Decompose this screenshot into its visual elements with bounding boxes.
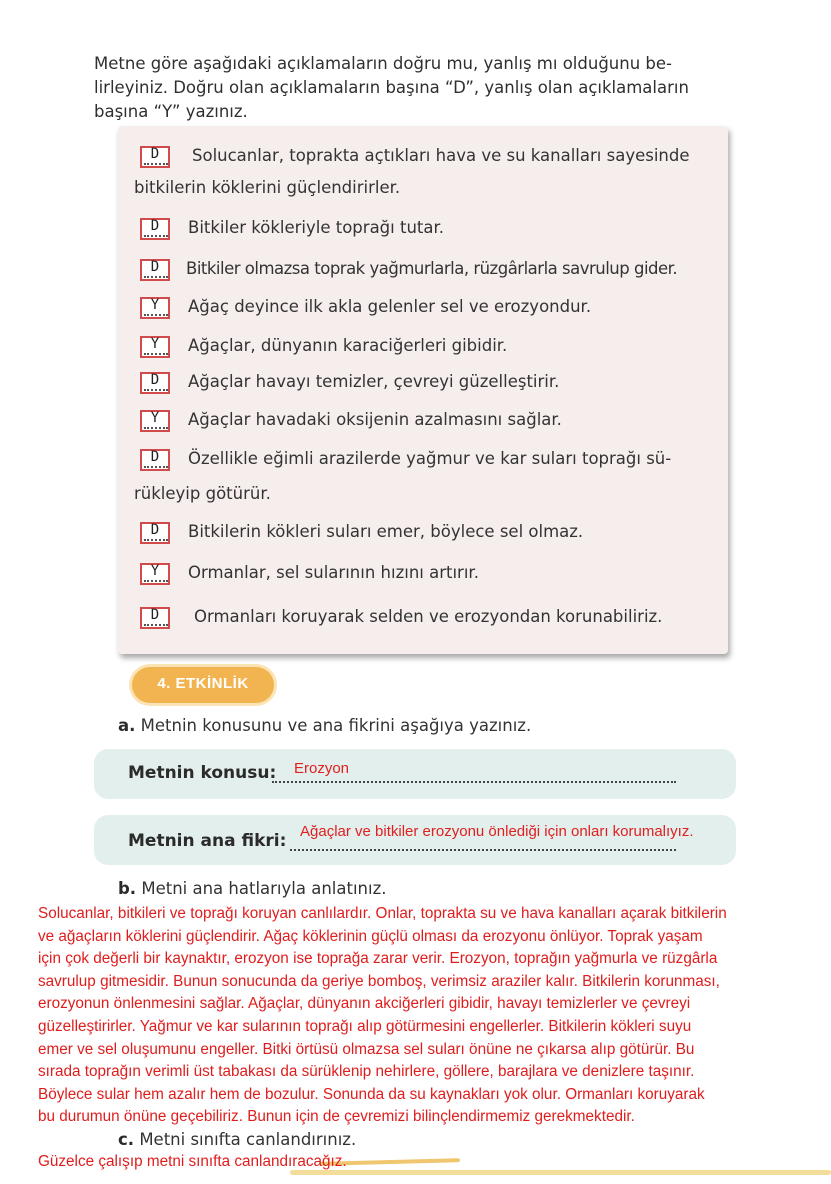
question-b xyxy=(118,879,386,898)
summary-line: güzelleştirirler. Yağmur ve kar sularının toprağı alıp götürmesini engellerler. Bitkilerin kökleri suyu xyxy=(38,1017,692,1035)
activity-badge xyxy=(132,667,274,703)
topic-label: Metnin konusu: xyxy=(128,763,277,783)
main-idea-answer[interactable]: Ağaçlar ve bitkiler erozyonu önlediği için onları korumalıyız. xyxy=(300,823,694,840)
answer-box[interactable] xyxy=(140,563,170,585)
statement-continuation: rükleyip götürür. xyxy=(134,484,271,503)
roleplay-answer[interactable]: Güzelce çalışıp metni sınıfta canlandıracağız. xyxy=(38,1153,347,1170)
main-idea-line xyxy=(290,849,676,851)
statement-text: Bitkiler olmazsa toprak yağmurlarla, rüzgârlarla savrulup gider. xyxy=(186,259,678,278)
summary-line: bu durumun önüne geçebiliriz. Bunun için de çevremizi bilinçlendirmemiz gerekmektedir. xyxy=(38,1108,635,1126)
decorative-strip xyxy=(290,1170,831,1175)
answer-mark: D xyxy=(150,449,160,465)
summary-line: sırada toprağın verimli üst tabakası da sürüklenip nehirlere, göllere, barajlara ve denizlere taşınır. xyxy=(38,1063,695,1081)
answer-mark: D xyxy=(150,372,160,388)
answer-box[interactable] xyxy=(140,522,170,544)
answer-box[interactable] xyxy=(140,449,170,471)
question-text: Metni ana hatlarıyla anlatınız. xyxy=(141,879,387,898)
answer-box[interactable] xyxy=(140,259,170,281)
answer-mark: Y xyxy=(150,410,160,426)
summary-line: için çok değerli bir kaynaktır, erozyon ise toprağa zarar verir. Erozyon, toprağın yağmurla ve rüzgârla xyxy=(38,950,718,968)
answer-box[interactable] xyxy=(140,410,170,432)
statement-continuation: bitkilerin köklerini güçlendirirler. xyxy=(134,178,401,197)
question-a xyxy=(118,716,531,735)
summary-line: emer ve sel oluşumunu engeller. Bitki örtüsü olmazsa sel suları önüne ne çıkarsa alıp götürür. Bu xyxy=(38,1040,695,1058)
summary-line: erozyonun önlenmesini sağlar. Ağaçlar, dünyanın akciğerleri gibidir, havayı temizlerler ve çevreyi xyxy=(38,995,691,1013)
summary-line: Solucanlar, bitkileri ve toprağı koruyan canlılardır. Onlar, toprakta su ve hava kanalları açarak bitkilerin xyxy=(38,905,727,922)
question-letter: b. xyxy=(118,879,137,898)
answer-box[interactable] xyxy=(140,607,170,629)
answer-mark: D xyxy=(150,218,160,234)
statement-text: Özellikle eğimli arazilerde yağmur ve kar suları toprağı sü- xyxy=(188,449,672,468)
instruction-line: Metne göre aşağıdaki açıklamaların doğru mu, yanlış mı olduğunu be- xyxy=(94,54,672,73)
answer-mark: Y xyxy=(150,297,160,313)
instructions xyxy=(94,52,738,124)
instruction-line: lirleyiniz. Doğru olan açıklamaların başına “D”, yanlış olan açıklamaların xyxy=(94,78,689,97)
summary-line: ve ağaçların köklerini güçlendirir. Ağaç köklerinin güçlü olması da erozyonu önlüyor. Toprak yaşam xyxy=(38,927,703,945)
answer-box[interactable] xyxy=(140,336,170,358)
topic-answer[interactable]: Erozyon xyxy=(294,760,350,777)
answer-box[interactable] xyxy=(140,218,170,240)
question-letter: c. xyxy=(118,1130,135,1149)
statement-text: Ağaç deyince ilk akla gelenler sel ve erozyondur. xyxy=(188,297,592,316)
statement-text: Solucanlar, toprakta açtıkları hava ve su kanalları sayesinde xyxy=(192,146,690,165)
summary-line: savrulup gitmesidir. Bunun sonucunda da geriye bomboş, verimsiz araziler kalır. Bitkilerin korunması, xyxy=(38,972,720,990)
statement-text: Bitkilerin kökleri suları emer, böylece sel olmaz. xyxy=(188,522,584,541)
summary-answer[interactable] xyxy=(38,903,824,1129)
statement-text: Ağaçlar havadaki oksijenin azalmasını sağlar. xyxy=(188,410,562,429)
topic-line xyxy=(272,781,676,783)
answer-box[interactable] xyxy=(140,372,170,394)
answer-mark: D xyxy=(150,259,160,275)
answer-mark: D xyxy=(150,522,160,538)
statement-text: Ormanları koruyarak selden ve erozyondan korunabiliriz. xyxy=(194,607,663,626)
main-idea-label: Metnin ana fikri: xyxy=(128,831,287,851)
main-idea-field xyxy=(94,815,736,865)
question-text: Metni sınıfta canlandırınız. xyxy=(139,1130,357,1149)
statement-text: Ağaçlar havayı temizler, çevreyi güzelleştirir. xyxy=(188,372,560,391)
instruction-line: başına “Y” yazınız. xyxy=(94,102,248,121)
statement-text: Bitkiler kökleriyle toprağı tutar. xyxy=(188,218,444,237)
question-letter: a. xyxy=(118,716,136,735)
answer-box[interactable] xyxy=(140,146,170,168)
answer-mark: D xyxy=(150,607,160,623)
answer-mark: D xyxy=(150,146,160,162)
summary-line: Böylece sular hem azalır hem de bozulur. Sonunda da su kaynakları yok olur. Ormanları koruyarak xyxy=(38,1085,705,1103)
activity-badge-label: 4. ETKİNLİK xyxy=(157,675,249,692)
answer-mark: Y xyxy=(150,336,160,352)
question-c xyxy=(118,1130,356,1149)
answer-box[interactable] xyxy=(140,297,170,319)
statement-text: Ağaçlar, dünyanın karaciğerleri gibidir. xyxy=(188,336,508,355)
question-text: Metnin konusunu ve ana fikrini aşağıya yazınız. xyxy=(140,716,532,735)
topic-field xyxy=(94,749,736,799)
statement-text: Ormanlar, sel sularının hızını artırır. xyxy=(188,563,479,582)
answer-mark: Y xyxy=(150,563,160,579)
true-false-panel xyxy=(118,126,728,654)
